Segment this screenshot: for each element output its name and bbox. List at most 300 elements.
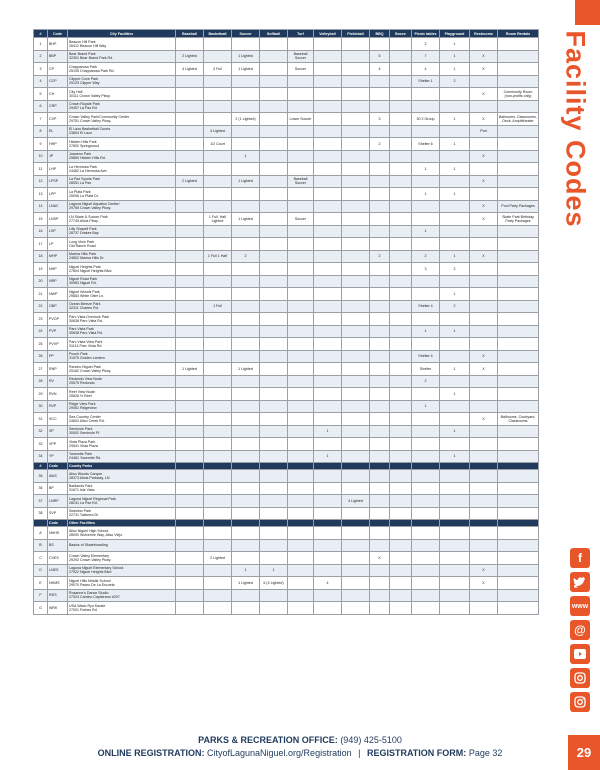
facility-cell [68,225,176,238]
amenity-cell [440,150,470,163]
amenity-cell [176,38,204,51]
amenity-cell [288,450,314,463]
facility-cell [68,577,176,590]
amenity-cell [370,482,390,495]
amenity-cell: 1/2 Court [204,138,232,151]
facility-address: 31114 Parc Vista Rd. [69,343,103,348]
facility-address: 24481 Yosemite Rd. [69,456,102,461]
section-filler [470,520,498,527]
facility-cell [68,350,176,363]
amenity-cell [176,552,204,565]
amenity-cell [390,313,412,326]
amenity-cell [176,200,204,213]
amenity-cell [498,350,539,363]
office-phone[interactable]: (949) 425-5100 [340,735,402,745]
amenity-cell [370,325,390,338]
amenity-cell [498,470,539,483]
amenity-cell [412,175,440,188]
amenity-cell [288,495,314,508]
amenity-cell [370,450,390,463]
amenity-cell [412,275,440,288]
facility-cell [68,113,176,126]
amenity-cell [260,125,288,138]
amenity-cell [412,288,440,301]
amenity-cell: X [470,113,498,126]
amenity-cell [176,400,204,413]
facility-address: 28051 La Paz [69,181,92,186]
column-header: Turf [288,30,314,38]
facility-cell [68,388,176,401]
amenity-cell [260,482,288,495]
youtube-icon[interactable] [570,644,590,664]
amenity-cell [314,507,342,520]
amenity-cell [314,275,342,288]
amenity-cell [288,539,314,552]
online-url-link[interactable]: CityofLagunaNiguel.org/Registration [207,748,352,758]
facility-code: BS [48,539,68,552]
amenity-cell [288,552,314,565]
amenity-cell [232,163,260,176]
row-number: 36 [34,482,48,495]
facility-cell [68,213,176,226]
amenity-cell [260,213,288,226]
facility-code: CVP [48,113,68,126]
amenity-cell [176,300,204,313]
amenity-cell: Pool Party Packages [498,200,539,213]
amenity-cell [370,238,390,251]
amenity-cell [204,100,232,113]
amenity-cell [232,450,260,463]
amenity-cell [390,375,412,388]
amenity-cell [288,288,314,301]
amenity-cell [176,482,204,495]
amenity-cell [470,275,498,288]
amenity-cell [232,288,260,301]
amenity-cell [390,495,412,508]
table-row [34,577,539,590]
table-row [34,350,539,363]
amenity-cell [498,577,539,590]
facility-name: Aliso Woods Canyon [69,471,103,476]
amenity-cell: X [470,413,498,426]
amenity-cell [390,425,412,438]
instagram-alt-icon[interactable] [570,668,590,688]
twitter-icon[interactable] [570,572,590,592]
amenity-cell [390,50,412,63]
instagram-icon[interactable] [570,692,590,712]
facility-name: USA Wado Ryu Karate [69,603,106,608]
amenity-cell [204,577,232,590]
facility-code: BHP [48,38,68,51]
facility-name: Aliso Niguel High School [69,528,109,533]
amenity-cell [176,225,204,238]
amenity-cell [440,275,470,288]
amenity-cell [342,100,370,113]
amenity-cell: 2 [412,38,440,51]
row-number: 1 [34,38,48,51]
amenity-cell [440,225,470,238]
amenity-cell [470,539,498,552]
amenity-cell: 1 Full, Half Lighted [204,213,232,226]
amenity-cell [288,100,314,113]
facility-cell [68,300,176,313]
table-row [34,188,539,201]
facility-address: 29751 Crown Valley Pkwy. [69,118,112,123]
amenity-cell [498,188,539,201]
facility-address: 27804 Niguel Heights Blvd. [69,268,113,273]
amenity-cell [314,350,342,363]
facility-code: RDS [48,589,68,602]
amenity-cell: Community Room (non-profits only) [498,88,539,101]
amenity-cell [288,188,314,201]
amenity-cell [314,388,342,401]
amenity-cell: 1 [314,450,342,463]
amenity-cell [390,288,412,301]
amenity-cell: X [470,175,498,188]
amenity-cell [342,577,370,590]
amenity-cell [440,589,470,602]
amenity-cell [440,552,470,565]
facility-cell [68,250,176,263]
amenity-cell [498,225,539,238]
amenity-cell [314,138,342,151]
amenity-cell [470,388,498,401]
facility-name: Beacon Hill Park [69,39,96,44]
amenity-cell [370,88,390,101]
amenity-cell [390,175,412,188]
amenity-cell [204,400,232,413]
amenity-cell [260,138,288,151]
amenity-cell: 2 Lighted [176,50,204,63]
amenity-cell [342,275,370,288]
amenity-cell [342,238,370,251]
web-icon[interactable]: www [570,596,590,616]
facility-address: Old Ranch Road [69,243,96,248]
row-number: A [34,527,48,540]
amenity-cell [412,413,440,426]
row-number: 17 [34,238,48,251]
column-header: Baseball [176,30,204,38]
row-number: 31 [34,413,48,426]
amenity-cell [498,150,539,163]
amenity-cell [232,275,260,288]
amenity-cell [342,564,370,577]
amenity-cell [390,363,412,376]
amenity-cell: Ballrooms, Courtyard, Classrooms [498,413,539,426]
amenity-cell [498,438,539,451]
facility-cell [68,450,176,463]
column-header: Room Rentals [498,30,539,38]
facility-address: 29292 Crown Valley Pkwy. [69,557,112,562]
amenity-cell [204,338,232,351]
amenity-cell: 1 Lighted [232,63,260,76]
amenity-cell [412,507,440,520]
facility-code: NRP [48,275,68,288]
amenity-cell [232,425,260,438]
amenity-cell [412,125,440,138]
amenity-cell [204,470,232,483]
amenity-cell [288,363,314,376]
amenity-cell [288,138,314,151]
amenity-cell [342,225,370,238]
online-label: ONLINE REGISTRATION: [97,748,205,758]
amenity-cell [342,263,370,276]
amenity-cell [498,589,539,602]
amenity-cell [412,495,440,508]
amenity-cell [370,413,390,426]
amenity-cell [260,363,288,376]
facility-code: LPSP [48,175,68,188]
facility-address: 25575 Redondo [69,381,95,386]
section-filler [342,463,370,470]
amenity-cell: 4 [314,577,342,590]
amenity-cell [176,213,204,226]
facility-code: OBP [48,300,68,313]
row-number: 27 [34,363,48,376]
amenity-cell [314,400,342,413]
facility-name: Niguel Woods Park [69,289,100,294]
facility-name: Badlands Park [69,484,93,489]
amenity-cell [390,438,412,451]
amenity-cell [176,470,204,483]
amenity-cell [204,175,232,188]
amenity-cell [232,552,260,565]
amenity-cell: 1 [440,363,470,376]
facility-address: 27922 Niguel Heights Blvd [69,570,112,575]
amenity-cell [390,213,412,226]
facility-name: Ocean Breeze Park [69,302,101,307]
section-number-header [34,520,48,527]
table-row [34,470,539,483]
amenity-cell [314,495,342,508]
amenity-cell [370,125,390,138]
amenity-cell [288,470,314,483]
amenity-cell [314,470,342,483]
facility-address: 29457 La Paz Rd [69,106,97,111]
facility-code: RVP [48,400,68,413]
section-filler [314,463,342,470]
amenity-cell [288,275,314,288]
table-row [34,113,539,126]
row-number: 21 [34,288,48,301]
amenity-cell [470,602,498,615]
amenity-cell: Soccer [288,63,314,76]
facility-code: AWC [48,470,68,483]
amenity-cell [390,238,412,251]
amenity-cell [288,163,314,176]
amenity-cell [470,263,498,276]
amenity-cell [176,507,204,520]
amenity-cell [204,589,232,602]
amenity-cell: 1 [440,425,470,438]
amenity-cell: 1 [440,450,470,463]
amenity-cell: Baseball Soccer [288,50,314,63]
facebook-icon[interactable]: f [570,548,590,568]
section-filler [440,520,470,527]
amenity-cell: 5 (4 Lighted) [260,577,288,590]
section-filler [412,520,440,527]
amenity-cell [314,88,342,101]
amenity-cell: 30 2 Group [412,113,440,126]
row-number: 9 [34,138,48,151]
facility-name: Hidden Hills Park [69,139,97,144]
facility-name: Lilly Shapell Park [69,227,97,232]
facility-name: Chapparosa Park [69,64,97,69]
amenity-cell [176,577,204,590]
facility-name: Niguel Road Park [69,277,98,282]
form-label: REGISTRATION FORM: [366,748,467,758]
facility-address: 30111 Crown Valley Pkwy. [69,93,111,98]
row-number: 14 [34,200,48,213]
row-number: 37 [34,495,48,508]
email-icon[interactable]: @ [570,620,590,640]
amenity-cell [370,350,390,363]
facility-code: PP [48,350,68,363]
amenity-cell [370,577,390,590]
amenity-cell [342,63,370,76]
amenity-cell [498,482,539,495]
amenity-cell [314,300,342,313]
facility-cell [68,188,176,201]
amenity-cell: 1 [440,138,470,151]
amenity-cell [260,225,288,238]
amenity-cell [440,539,470,552]
amenity-cell [260,507,288,520]
amenity-cell [370,300,390,313]
facility-address: 28737 Drakes Bay [69,231,99,236]
amenity-cell [498,175,539,188]
amenity-cell [314,188,342,201]
amenity-cell [314,238,342,251]
amenity-cell [370,363,390,376]
amenity-cell [260,425,288,438]
amenity-cell [440,507,470,520]
row-number: 12 [34,175,48,188]
facility-name: City Hall [69,89,83,94]
amenity-cell [342,150,370,163]
facility-name: LN Skate & Soccer Park [69,214,108,219]
facility-cell [68,263,176,276]
amenity-cell: 1 [440,250,470,263]
amenity-cell [470,589,498,602]
amenity-cell [232,300,260,313]
amenity-cell [288,300,314,313]
amenity-cell: X [470,250,498,263]
table-row [34,539,539,552]
table-row [34,288,539,301]
facility-code: PVVP [48,338,68,351]
amenity-cell [370,495,390,508]
amenity-cell [260,539,288,552]
amenity-cell [314,527,342,540]
table-row [34,100,539,113]
amenity-cell [260,400,288,413]
amenity-cell [288,75,314,88]
amenity-cell [204,275,232,288]
facility-code: SP [48,425,68,438]
amenity-cell [204,388,232,401]
amenity-cell [204,288,232,301]
amenity-cell: 1 [440,50,470,63]
amenity-cell [412,200,440,213]
facility-address: 29125 Clipper Way [69,81,100,86]
amenity-cell [498,602,539,615]
row-number: 33 [34,438,48,451]
facility-cell [68,125,176,138]
facility-address: 30983 Niguel Rd. [69,281,97,286]
amenity-cell [370,275,390,288]
facility-address: 28241 La Paz Rd. [69,500,98,505]
facility-address: 27324 Camino Capistrano #207 [69,595,120,600]
amenity-cell [440,482,470,495]
amenity-cell [204,438,232,451]
amenity-cell [260,263,288,276]
table-row [34,564,539,577]
amenity-cell: 3 [412,263,440,276]
amenity-cell [176,375,204,388]
amenity-cell: Shelter [412,363,440,376]
amenity-cell [176,250,204,263]
amenity-cell: X [470,363,498,376]
amenity-cell [176,589,204,602]
amenity-cell [288,200,314,213]
facility-cell [68,238,176,251]
amenity-cell [260,188,288,201]
amenity-cell: 3 Full [204,63,232,76]
section-filler [288,520,314,527]
amenity-cell [342,38,370,51]
row-number: 18 [34,250,48,263]
facility-name: Yosemite Park [69,452,93,457]
amenity-cell [412,338,440,351]
amenity-cell [370,200,390,213]
amenity-cell [470,288,498,301]
amenity-cell [470,313,498,326]
amenity-cell [342,438,370,451]
amenity-cell [204,507,232,520]
amenity-cell: Port [470,125,498,138]
amenity-cell [176,438,204,451]
amenity-cell [470,470,498,483]
amenity-cell [260,275,288,288]
amenity-cell: 2 (1 Lighted) [232,113,260,126]
amenity-cell [440,438,470,451]
amenity-cell [440,577,470,590]
amenity-cell [232,88,260,101]
amenity-cell [232,350,260,363]
amenity-cell [314,200,342,213]
facility-code: BP [48,482,68,495]
section-code-header: Code [48,520,68,527]
amenity-cell [390,552,412,565]
amenity-cell [232,539,260,552]
amenity-cell [204,313,232,326]
section-filler [498,520,539,527]
amenity-cell [390,338,412,351]
amenity-cell [288,263,314,276]
amenity-cell: 1 [412,163,440,176]
table-row [34,438,539,451]
facility-address: 27745 Alicia Pkwy. [69,218,99,223]
facility-address: 24462 La Hermosa Ave. [69,168,108,173]
amenity-cell [204,363,232,376]
facility-address: 27001 Forbes Rd [69,607,97,612]
amenity-cell [176,163,204,176]
amenity-cell [412,313,440,326]
section-filler [204,520,232,527]
amenity-cell [204,225,232,238]
facility-name: Parc Vista Overlook Park [69,314,110,319]
